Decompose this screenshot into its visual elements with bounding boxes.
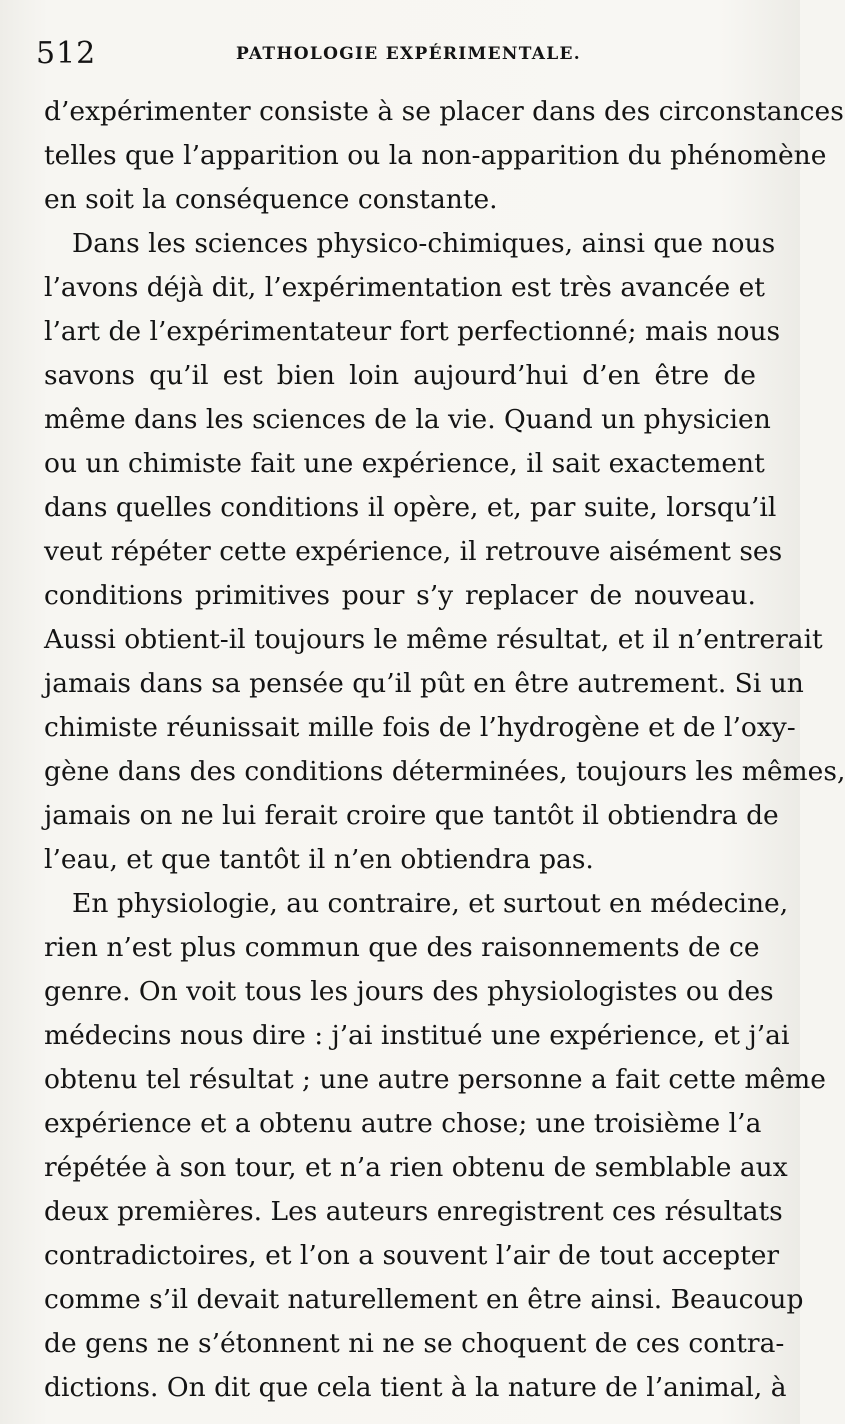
text-line: l’art de l’expérimentateur fort perfectionné; mais nous xyxy=(44,316,781,347)
text-line: conditions primitives pour s’y replacer de nouveau. xyxy=(44,580,756,611)
text-line: savons qu’il est bien loin aujourd’hui d’en être de xyxy=(44,360,756,391)
page-header xyxy=(36,34,756,74)
text-line: même dans les sciences de la vie. Quand un physicien xyxy=(44,404,771,435)
text-line: En physiologie, au contraire, et surtout en médecine, xyxy=(72,888,789,919)
text-line: ou un chimiste fait une expérience, il sait exactement xyxy=(44,448,765,479)
text-line: jamais on ne lui ferait croire que tantôt il obtiendra de xyxy=(44,800,779,831)
text-line: médecins nous dire : j’ai institué une expérience, et j’ai xyxy=(44,1020,790,1051)
text-line: en soit la conséquence constante. xyxy=(44,184,498,215)
text-line: l’eau, et que tantôt il n’en obtiendra pas. xyxy=(44,844,594,875)
text-line: veut répéter cette expérience, il retrouve aisément ses xyxy=(44,536,783,567)
text-line: genre. On voit tous les jours des physiologistes ou des xyxy=(44,976,774,1007)
text-line: Aussi obtient-il toujours le même résultat, et il n’entrerait xyxy=(44,624,823,655)
text-line: rien n’est plus commun que des raisonnements de ce xyxy=(44,932,760,963)
text-line: de gens ne s’étonnent ni ne se choquent de ces contra- xyxy=(44,1328,785,1359)
text-line: dictions. On dit que cela tient à la nature de l’animal, à xyxy=(44,1372,787,1403)
text-line: obtenu tel résultat ; une autre personne a fait cette même xyxy=(44,1064,826,1095)
text-line: deux premières. Les auteurs enregistrent ces résultats xyxy=(44,1196,783,1227)
text-line: expérience et a obtenu autre chose; une troisième l’a xyxy=(44,1108,762,1139)
text-line: gène dans des conditions déterminées, toujours les mêmes, xyxy=(44,756,845,787)
text-line: Dans les sciences physico-chimiques, ainsi que nous xyxy=(72,228,776,259)
text-line: contradictoires, et l’on a souvent l’air de tout accepter xyxy=(44,1240,780,1271)
text-line: d’expérimenter consiste à se placer dans des circonstances xyxy=(44,96,844,127)
running-head: PATHOLOGIE EXPÉRIMENTALE. xyxy=(236,44,581,64)
text-line: comme s’il devait naturellement en être ainsi. Beaucoup xyxy=(44,1284,804,1315)
body-text xyxy=(44,90,845,1410)
text-line: dans quelles conditions il opère, et, par suite, lorsqu’il xyxy=(44,492,777,523)
page-number: 512 xyxy=(36,36,97,71)
text-line: l’avons déjà dit, l’expérimentation est très avancée et xyxy=(44,272,765,303)
text-line: jamais dans sa pensée qu’il pût en être autrement. Si un xyxy=(44,668,804,699)
text-line: telles que l’apparition ou la non-apparition du phénomène xyxy=(44,140,827,171)
text-line: répétée à son tour, et n’a rien obtenu de semblable aux xyxy=(44,1152,788,1183)
text-line: chimiste réunissait mille fois de l’hydrogène et de l’oxy- xyxy=(44,712,796,743)
